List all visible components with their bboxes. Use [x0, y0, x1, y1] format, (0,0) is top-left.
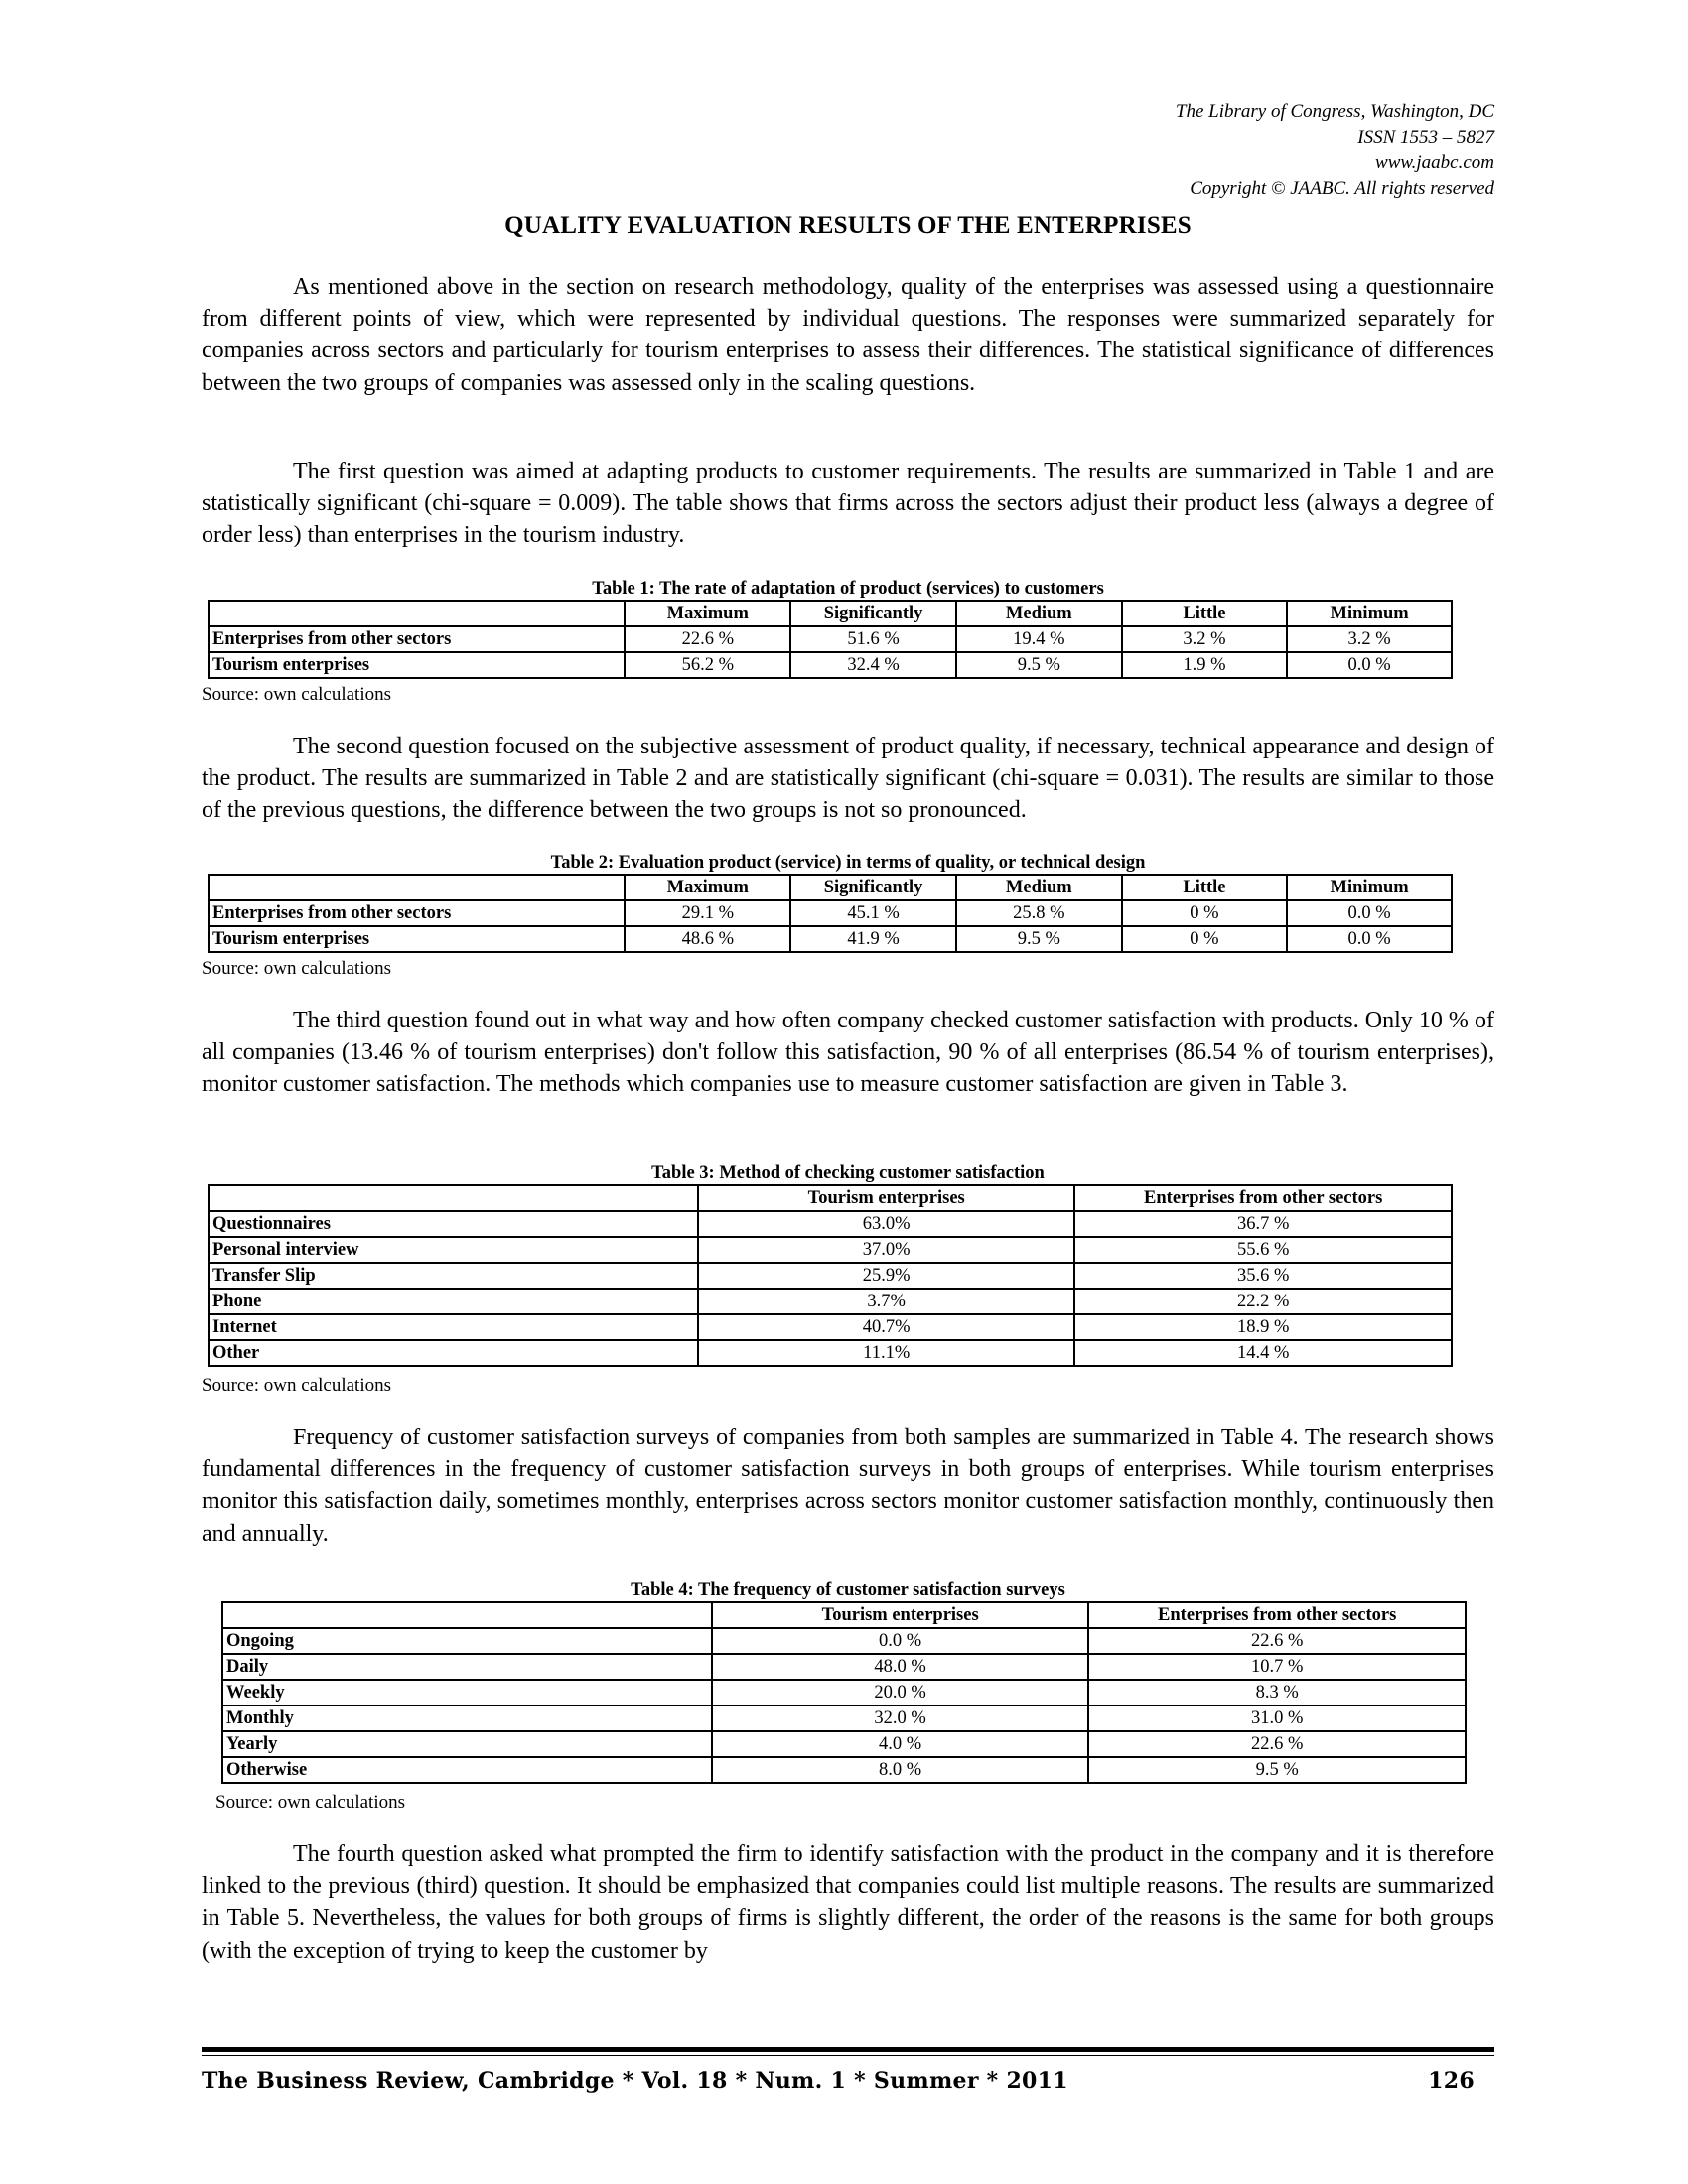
header-cell: Little	[1122, 601, 1288, 626]
table-cell: 37.0%	[698, 1237, 1074, 1263]
row-label: Questionnaires	[209, 1211, 698, 1237]
footer-rule-thin	[202, 2055, 1494, 2056]
paragraph-4: The third question found out in what way and how often company checked customer satisfaction with products. Only 10 % of all companies (13.46 % of tourism enterprises) don't follow this satisfaction, 90 % of all enterprises (86.54 % of tourism enterprises), monitor customer satisfaction. The methods which companies use to measure customer satisfaction are given in Table 3.	[202, 1008, 1494, 1098]
table-cell: 22.6 %	[1088, 1628, 1466, 1654]
table-cell: 36.7 %	[1074, 1211, 1452, 1237]
table-4-caption: Table 4: The frequency of customer satisfaction surveys	[631, 1580, 1065, 1600]
table-cell: 0.0 %	[1287, 926, 1452, 952]
row-label: Otherwise	[222, 1757, 712, 1783]
paragraph-2: The first question was aimed at adapting products to customer requirements. The results are summarized in Table 1 and are statistically significant (chi-square = 0.009). The table shows that firms across the sectors adjust their product less (always a degree of order less) than enterprises in the tourism industry.	[202, 459, 1494, 549]
table-cell: 0.0 %	[1287, 900, 1452, 926]
table-cell: 32.0 %	[712, 1706, 1088, 1731]
header-cell	[209, 601, 625, 626]
header-cell: Medium	[956, 601, 1122, 626]
header-cell: Significantly	[790, 601, 956, 626]
row-label: Tourism enterprises	[209, 652, 625, 678]
row-label: Yearly	[222, 1731, 712, 1757]
header-cell	[209, 1185, 698, 1211]
table-header-row	[222, 1602, 1466, 1628]
row-label: Enterprises from other sectors	[209, 626, 625, 652]
running-header	[1176, 99, 1494, 201]
table-cell: 51.6 %	[790, 626, 956, 652]
header-line-website: www.jaabc.com	[1375, 152, 1494, 173]
table-cell: 22.2 %	[1074, 1289, 1452, 1314]
header-cell: Tourism enterprises	[712, 1602, 1088, 1628]
table-cell: 20.0 %	[712, 1680, 1088, 1706]
table-4	[221, 1601, 1467, 1784]
table-row	[222, 1706, 1466, 1731]
table-2-source: Source: own calculations	[202, 958, 392, 979]
header-cell: Minimum	[1287, 601, 1452, 626]
header-line-issn: ISSN 1553 – 5827	[1357, 126, 1494, 148]
table-cell: 3.7%	[698, 1289, 1074, 1314]
table-cell: 63.0%	[698, 1211, 1074, 1237]
row-label: Personal interview	[209, 1237, 698, 1263]
table-2	[208, 874, 1453, 953]
table-row	[209, 926, 1452, 952]
table-cell: 3.2 %	[1122, 626, 1288, 652]
table-row	[209, 1237, 1452, 1263]
header-cell	[222, 1602, 712, 1628]
table-cell: 29.1 %	[625, 900, 790, 926]
table-cell: 35.6 %	[1074, 1263, 1452, 1289]
row-label: Transfer Slip	[209, 1263, 698, 1289]
paragraph-5: Frequency of customer satisfaction surveys of companies from both samples are summarized in Table 4. The research shows fundamental differences in the frequency of customer satisfaction surveys in both groups of enterprises. While tourism enterprises monitor this satisfaction daily, sometimes monthly, enterprises across sectors monitor customer satisfaction monthly, continuously then and annually.	[202, 1425, 1494, 1547]
paragraph-6: The fourth question asked what prompted the firm to identify satisfaction with the product in the company and it is therefore linked to the previous (third) question. It should be emphasized that companies could list multiple reasons. The results are summarized in Table 5. Nevertheless, the values for both groups of firms is slightly different, the order of the reasons is the same for both groups (with the exception of trying to keep the customer by	[202, 1842, 1494, 1964]
table-row	[222, 1628, 1466, 1654]
header-cell: Tourism enterprises	[698, 1185, 1074, 1211]
table-cell: 32.4 %	[790, 652, 956, 678]
section-title: QUALITY EVALUATION RESULTS OF THE ENTERPRISES	[504, 212, 1192, 239]
table-cell: 9.5 %	[1088, 1757, 1466, 1783]
table-3-source: Source: own calculations	[202, 1375, 392, 1396]
row-label: Phone	[209, 1289, 698, 1314]
row-label: Ongoing	[222, 1628, 712, 1654]
paragraph-3: The second question focused on the subjective assessment of product quality, if necessary, technical appearance and design of the product. The results are summarized in Table 2 and are statistically significant (chi-square = 0.031). The results are similar to those of the previous questions, the difference between the two groups is not so pronounced.	[202, 734, 1494, 824]
header-cell: Enterprises from other sectors	[1088, 1602, 1466, 1628]
row-label: Weekly	[222, 1680, 712, 1706]
table-cell: 0 %	[1122, 900, 1288, 926]
table-cell: 18.9 %	[1074, 1314, 1452, 1340]
table-3	[208, 1184, 1453, 1367]
table-cell: 48.6 %	[625, 926, 790, 952]
table-row	[209, 1289, 1452, 1314]
table-cell: 14.4 %	[1074, 1340, 1452, 1366]
table-cell: 9.5 %	[956, 652, 1122, 678]
table-2-caption: Table 2: Evaluation product (service) in terms of quality, or technical design	[550, 853, 1146, 873]
table-row	[209, 1211, 1452, 1237]
table-row	[222, 1654, 1466, 1680]
header-cell: Minimum	[1287, 875, 1452, 900]
table-cell: 0 %	[1122, 926, 1288, 952]
table-3-caption: Table 3: Method of checking customer satisfaction	[651, 1163, 1045, 1183]
table-cell: 25.9%	[698, 1263, 1074, 1289]
table-row	[222, 1757, 1466, 1783]
header-cell: Enterprises from other sectors	[1074, 1185, 1452, 1211]
header-cell: Maximum	[625, 875, 790, 900]
table-cell: 22.6 %	[625, 626, 790, 652]
table-row	[209, 1314, 1452, 1340]
row-label: Enterprises from other sectors	[209, 900, 625, 926]
table-cell: 48.0 %	[712, 1654, 1088, 1680]
table-cell: 1.9 %	[1122, 652, 1288, 678]
header-cell	[209, 875, 625, 900]
table-cell: 45.1 %	[790, 900, 956, 926]
table-header-row	[209, 601, 1452, 626]
header-cell: Significantly	[790, 875, 956, 900]
table-cell: 19.4 %	[956, 626, 1122, 652]
table-cell: 9.5 %	[956, 926, 1122, 952]
header-cell: Medium	[956, 875, 1122, 900]
row-label: Monthly	[222, 1706, 712, 1731]
table-row	[222, 1680, 1466, 1706]
header-cell: Little	[1122, 875, 1288, 900]
table-cell: 10.7 %	[1088, 1654, 1466, 1680]
table-row	[209, 900, 1452, 926]
table-cell: 22.6 %	[1088, 1731, 1466, 1757]
table-cell: 3.2 %	[1287, 626, 1452, 652]
table-cell: 11.1%	[698, 1340, 1074, 1366]
table-1	[208, 600, 1453, 679]
table-cell: 4.0 %	[712, 1731, 1088, 1757]
document-page	[202, 0, 1494, 2184]
table-header-row	[209, 875, 1452, 900]
table-header-row	[209, 1185, 1452, 1211]
table-row	[209, 1340, 1452, 1366]
table-cell: 56.2 %	[625, 652, 790, 678]
table-cell: 55.6 %	[1074, 1237, 1452, 1263]
table-row	[222, 1731, 1466, 1757]
table-cell: 0.0 %	[712, 1628, 1088, 1654]
table-row	[209, 652, 1452, 678]
table-cell: 40.7%	[698, 1314, 1074, 1340]
page-number: 126	[1428, 2068, 1475, 2094]
footer-journal: The Business Review, Cambridge * Vol. 18 * Num. 1 * Summer * 2011	[202, 2068, 1068, 2094]
paragraph-1: As mentioned above in the section on research methodology, quality of the enterprises was assessed using a questionnaire from different points of view, which were represented by individual questions. The responses were summarized separately for companies across sectors and particularly for tourism enterprises to assess their differences. The statistical significance of differences between the two groups of companies was assessed only in the scaling questions.	[202, 274, 1494, 396]
table-cell: 0.0 %	[1287, 652, 1452, 678]
table-cell: 25.8 %	[956, 900, 1122, 926]
table-cell: 31.0 %	[1088, 1706, 1466, 1731]
table-cell: 41.9 %	[790, 926, 956, 952]
header-cell: Maximum	[625, 601, 790, 626]
table-row	[209, 1263, 1452, 1289]
row-label: Tourism enterprises	[209, 926, 625, 952]
header-line-copyright: Copyright © JAABC. All rights reserved	[1190, 177, 1494, 199]
table-cell: 8.0 %	[712, 1757, 1088, 1783]
footer-rule-thick	[202, 2047, 1494, 2052]
table-4-source: Source: own calculations	[215, 1792, 406, 1813]
table-1-caption: Table 1: The rate of adaptation of product (services) to customers	[592, 579, 1104, 599]
table-row	[209, 626, 1452, 652]
row-label: Internet	[209, 1314, 698, 1340]
row-label: Other	[209, 1340, 698, 1366]
table-cell: 8.3 %	[1088, 1680, 1466, 1706]
row-label: Daily	[222, 1654, 712, 1680]
table-1-source: Source: own calculations	[202, 684, 392, 705]
header-line-library: The Library of Congress, Washington, DC	[1175, 101, 1494, 122]
